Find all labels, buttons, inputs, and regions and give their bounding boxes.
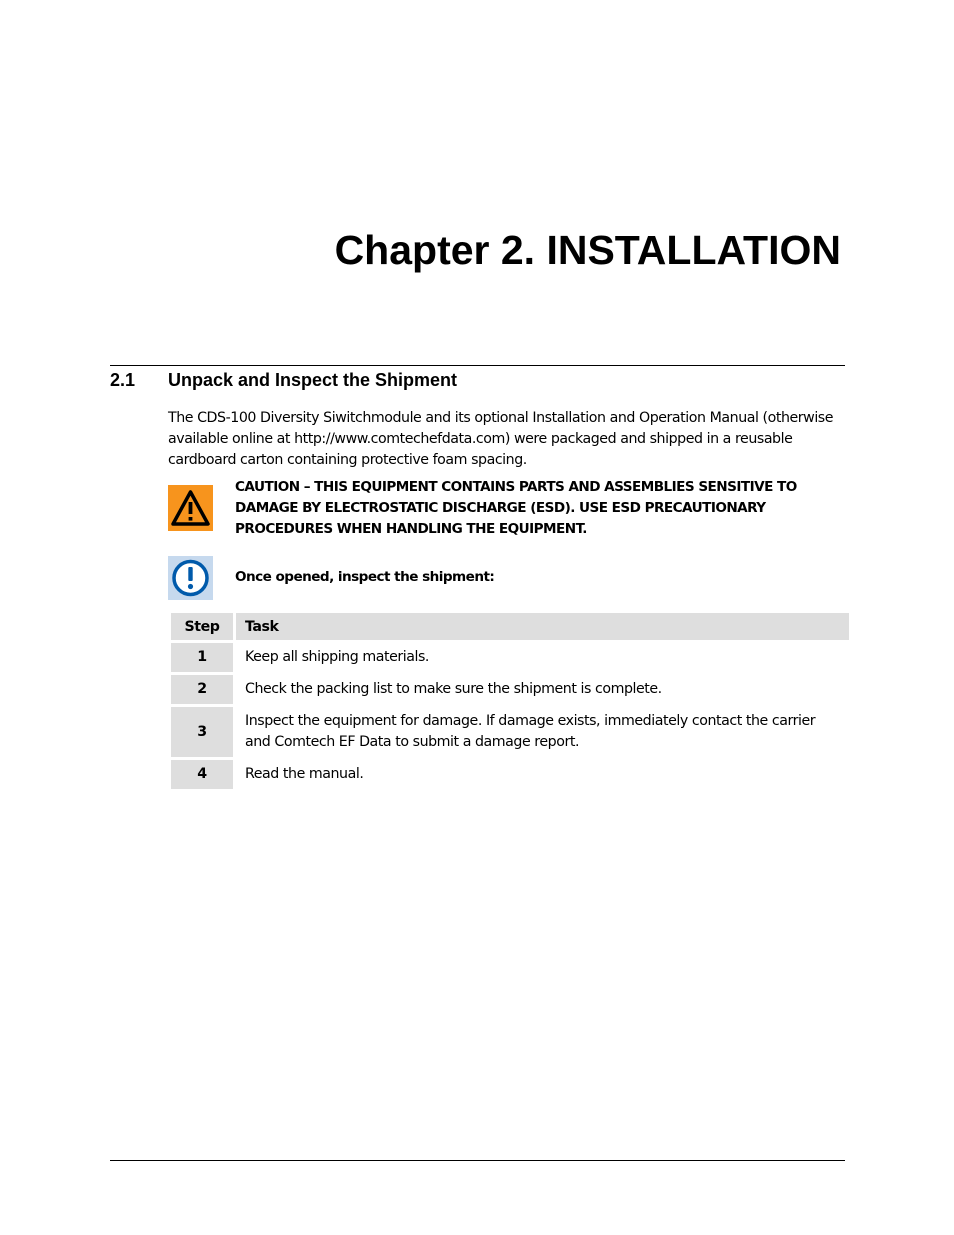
chapter-title: Chapter 2. INSTALLATION xyxy=(334,227,841,273)
step-number: 4 xyxy=(171,760,233,789)
caution-text: CAUTION – THIS EQUIPMENT CONTAINS PARTS AND ASSEMBLIES SENSITIVE TO DAMAGE BY ELECTROSTATIC DISCHARGE (ESD). USE ESD PRECAUTIONARY PROCEDURES WHEN HANDLING THE EQUIPMENT. xyxy=(235,479,797,537)
inspection-steps-table xyxy=(168,610,852,792)
column-header-task: Task xyxy=(236,613,849,640)
step-number: 3 xyxy=(171,707,233,757)
table-row xyxy=(171,707,849,757)
table-row xyxy=(171,675,849,704)
step-task: Check the packing list to make sure the shipment is complete. xyxy=(245,681,662,697)
column-header-step: Step xyxy=(171,613,233,640)
section-number: 2.1 xyxy=(110,370,136,390)
note-text: Once opened, inspect the shipment: xyxy=(235,569,495,585)
caution-triangle-icon xyxy=(168,485,213,531)
table-row xyxy=(171,643,849,672)
table-header-row xyxy=(171,613,849,640)
step-task: Inspect the equipment for damage. If damage exists, immediately contact the carrier and Comtech EF Data to submit a damage report. xyxy=(245,713,816,750)
step-task: Read the manual. xyxy=(245,766,364,782)
step-number: 1 xyxy=(171,643,233,672)
step-task: Keep all shipping materials. xyxy=(245,649,429,665)
section-title: Unpack and Inspect the Shipment xyxy=(168,370,458,390)
footer-rule xyxy=(110,1160,845,1161)
step-number: 2 xyxy=(171,675,233,704)
info-exclamation-icon xyxy=(168,556,213,600)
section-heading xyxy=(110,369,845,391)
table-row xyxy=(171,760,849,789)
intro-paragraph: The CDS-100 Diversity Siwitchmodule and its optional Installation and Operation Manual (otherwise available online at http://www.comtechefdata.com) were packaged and shipped in a reusable cardboard carton containing protective foam spacing. xyxy=(168,410,834,468)
section-top-rule xyxy=(110,365,845,366)
